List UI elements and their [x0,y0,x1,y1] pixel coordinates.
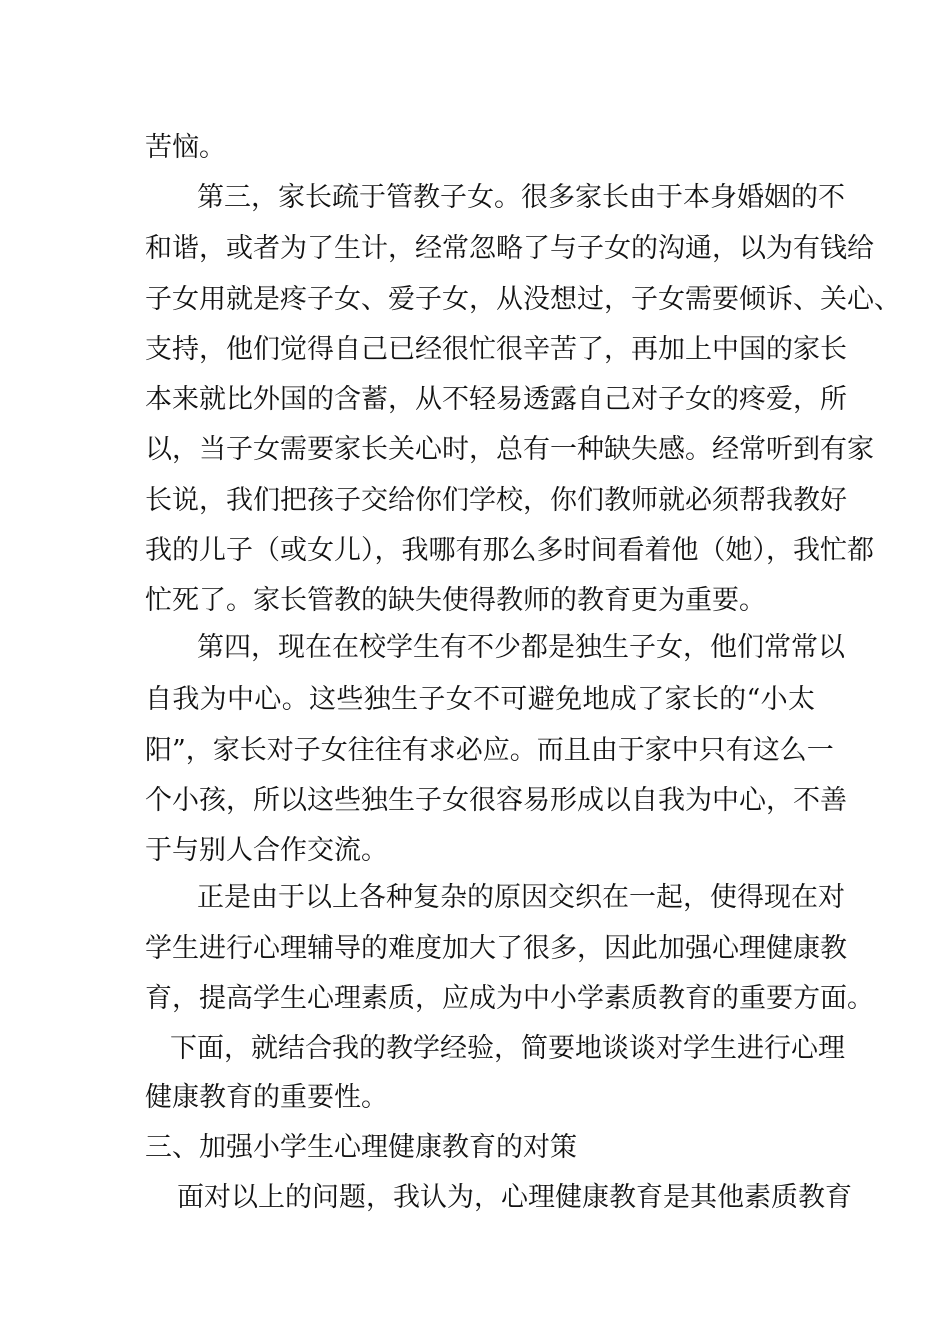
text-line-12: 自我为中心。这些独生子女不可避免地成了家长的“小太 [145,684,815,715]
text-line-13: 阳”，家长对子女往往有求必应。而且由于家中只有这么一 [145,735,834,766]
text-line-14: 个小孩，所以这些独生子女很容易形成以自我为中心，不善 [145,785,847,816]
paragraph-7-start: 面对以上的问题，我认为，心理健康教育是其他素质教育 [177,1182,852,1213]
text-line-8: 长说，我们把孩子交给你们学校，你们教师就必须帮我教好 [145,485,847,516]
paragraph-3-start: 第三，家长疏于管教子女。很多家长由于本身婚姻的不 [197,182,845,213]
text-line-5: 支持，他们觉得自己已经很忙很辛苦了，再加上中国的家长 [145,334,847,365]
text-line-17: 学生进行心理辅导的难度加大了很多，因此加强心理健康教 [145,933,847,964]
section-heading: 三、加强小学生心理健康教育的对策 [145,1132,577,1163]
text-line-15: 于与别人合作交流。 [145,835,388,866]
text-line-1: 苦恼。 [145,132,226,163]
text-line-3: 和谐，或者为了生计，经常忽略了与子女的沟通，以为有钱给 [145,233,874,264]
paragraph-6-start: 下面，就结合我的教学经验，简要地谈谈对学生进行心理 [170,1033,845,1064]
text-line-10: 忙死了。家长管教的缺失使得教师的教育更为重要。 [145,585,766,616]
text-line-9: 我的儿子（或女儿），我哪有那么多时间看着他（她），我忙都 [145,535,874,566]
paragraph-4-start: 第四，现在在校学生有不少都是独生子女，他们常常以 [197,632,845,663]
text-line-20: 健康教育的重要性。 [145,1082,388,1113]
text-line-18: 育，提高学生心理素质，应成为中小学素质教育的重要方面。 [145,983,874,1014]
paragraph-5-start: 正是由于以上各种复杂的原因交织在一起，使得现在对 [197,882,845,913]
text-line-7: 以，当子女需要家长关心时，总有一种缺失感。经常听到有家 [145,434,874,465]
text-line-4: 子女用就是疼子女、爱子女，从没想过，子女需要倾诉、关心、 [145,284,901,315]
text-line-6: 本来就比外国的含蓄，从不轻易透露自己对子女的疼爱，所 [145,384,847,415]
